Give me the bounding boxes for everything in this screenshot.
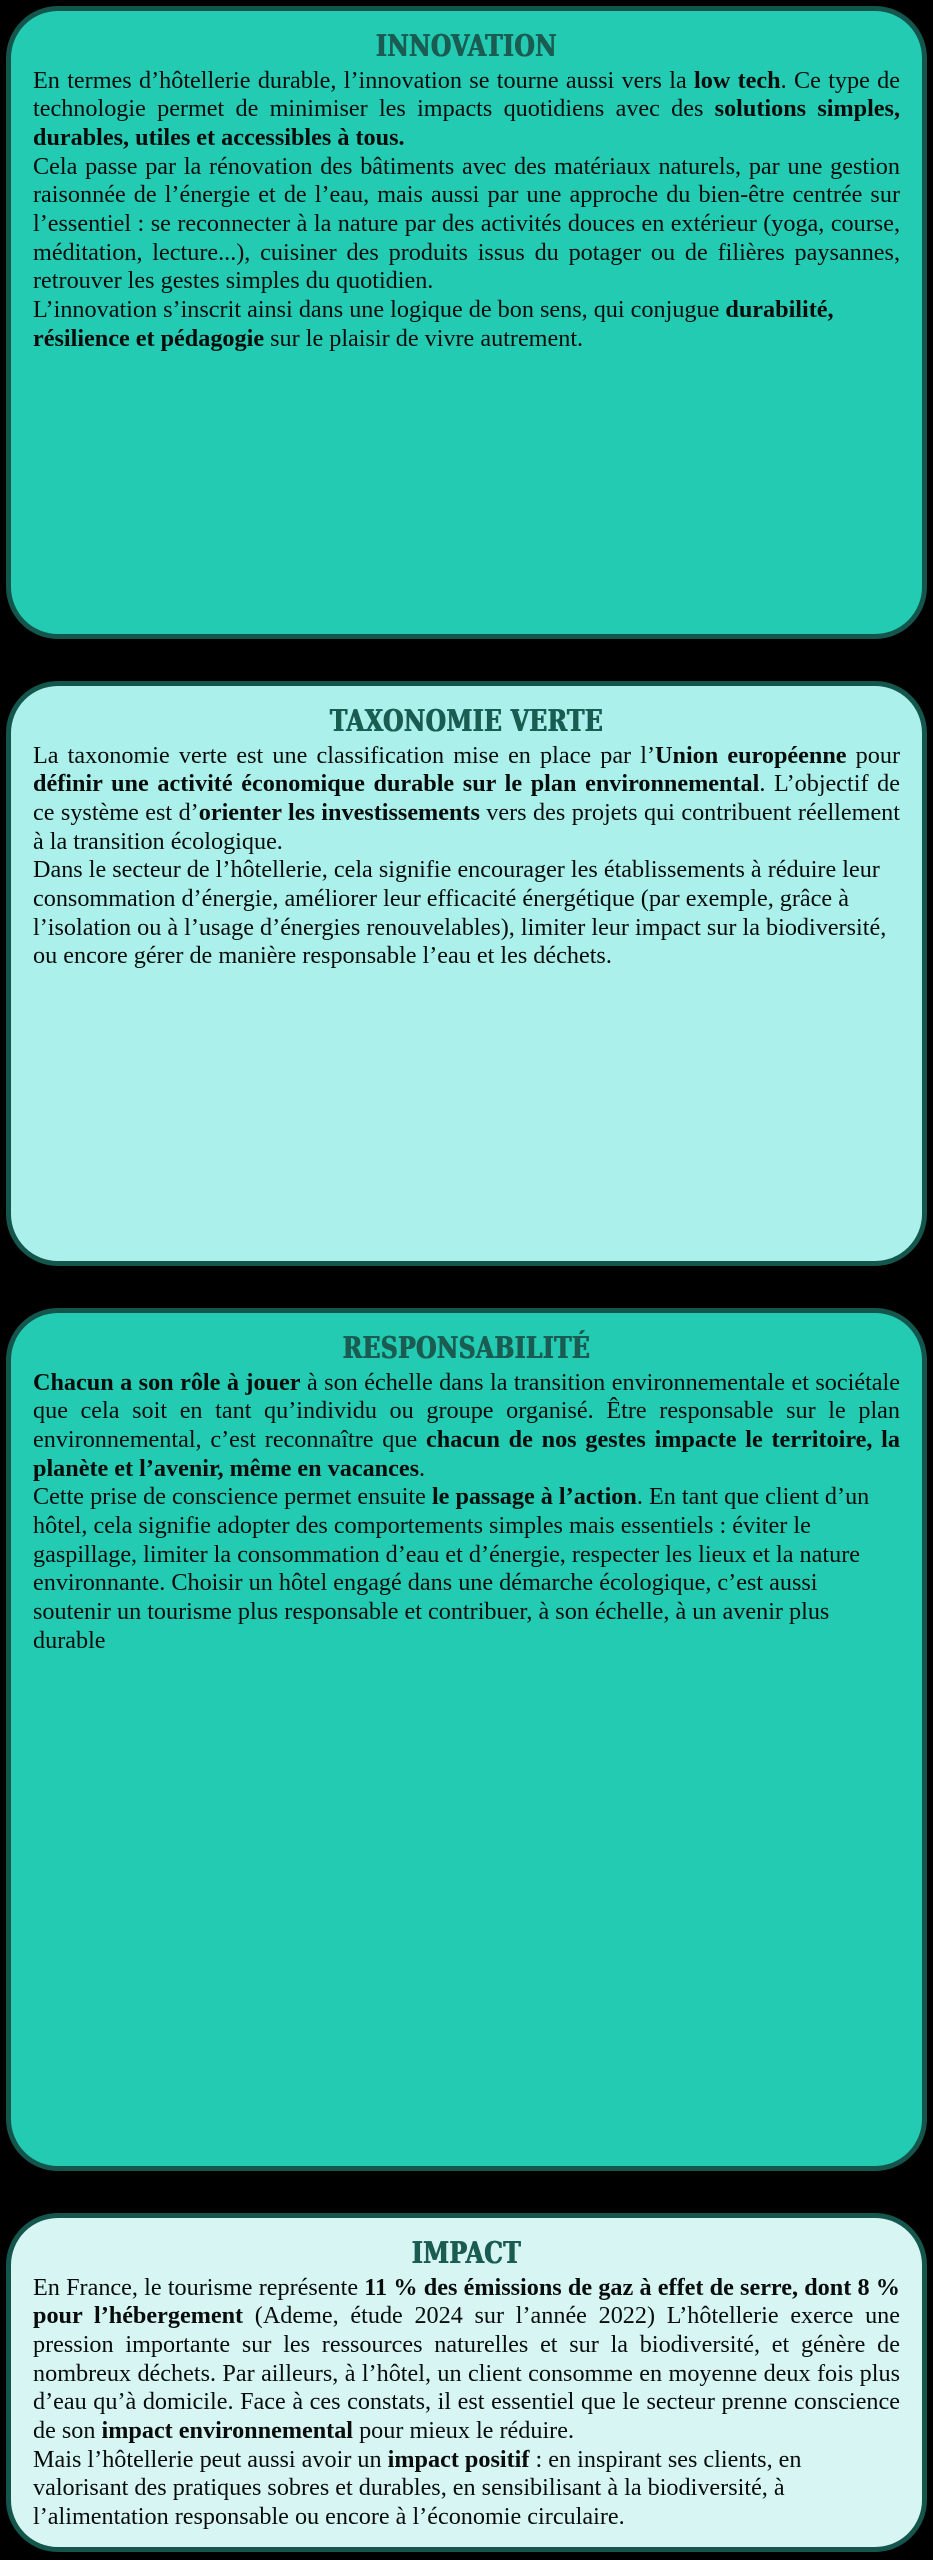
card-body-innovation — [33, 67, 900, 354]
card-innovation — [6, 6, 927, 639]
card-title-responsabilite: RESPONSABILITÉ — [342, 1331, 591, 1366]
card-title-taxonomie-verte: TAXONOMIE VERTE — [329, 704, 604, 739]
card-gap — [6, 1266, 927, 1308]
card-body-taxonomie-verte — [33, 742, 900, 971]
emphasis-text: impact environnemental — [101, 2416, 354, 2444]
paragraph: En termes d’hôtellerie durable, l’innovation se tourne aussi vers la low tech. Ce type de technologie permet de minimiser les impacts quotidiens avec des solutions simples, durables, utiles et accessibles à tous. — [33, 66, 900, 151]
emphasis-text: solutions simples, durables, utiles et accessibles à tous. — [33, 95, 900, 151]
card-gap — [6, 639, 927, 681]
emphasis-text: Chacun a son rôle à jouer — [33, 1368, 301, 1396]
paragraph: Chacun a son rôle à jouer à son échelle dans la transition environnementale et sociétale que cela soit en tant qu’individu ou groupe organisé. Être responsable sur le plan environnemental, c’est reconnaître que chacun de nos gestes impacte le territoire, la planète et l’avenir, même en vacances. — [33, 1368, 901, 1482]
paragraph: En France, le tourisme représente 11 % des émissions de gaz à effet de serre, dont 8 % pour l’hébergement (Ademe, étude 2024 sur l’année 2022) L’hôtellerie exerce une pression importante sur les ressources naturelles et sur la biodiversité, et génère de nombreux déchets. Par ailleurs, à l’hôtel, un client consomme en moyenne deux fois plus d’eau qu’à domicile. Face à ces constats, il est essentiel que le secteur prenne conscience de son impact environnemental pour mieux le réduire. — [33, 2273, 901, 2444]
card-body-impact — [33, 2274, 900, 2532]
paragraph: Dans le secteur de l’hôtellerie, cela signifie encourager les établissements à réduire leur consommation d’énergie, améliorer leur efficacité énergétique (par exemple, grâce à l’isolation ou à l’usage d’énergies renouvelables), limiter leur impact sur la biodiversité, ou encore gérer de manière responsable l’eau et les déchets. — [33, 856, 887, 970]
emphasis-text: low tech — [694, 66, 781, 94]
paragraph: Mais l’hôtellerie peut aussi avoir un impact positif : en inspirant ses clients, en valorisant des pratiques sobres et durables, en sensibilisant à la biodiversité, à l’alimentation responsable ou encore à l’économie circulaire. — [33, 2445, 802, 2530]
emphasis-text: définir une activité économique durable sur le plan environnemental — [33, 770, 760, 798]
emphasis-text: le passage à l’action — [431, 1483, 637, 1511]
card-taxonomie-verte — [6, 681, 927, 1266]
card-body-responsabilite — [33, 1369, 900, 1656]
card-responsabilite — [6, 1308, 927, 2171]
card-impact — [6, 2213, 927, 2552]
paragraph: Cela passe par la rénovation des bâtiments avec des matériaux naturels, par une gestion raisonnée de l’énergie et de l’eau, mais aussi par une approche du bien-être centrée sur l’essentiel : se reconnecter à la nature par des activités douces en extérieur (yoga, course, méditation, lecture...), cuisiner des produits issus du potager ou de filières paysannes, retrouver les gestes simples du quotidien. — [33, 152, 900, 295]
card-gap — [6, 2171, 927, 2213]
paragraph: L’innovation s’inscrit ainsi dans une logique de bon sens, qui conjugue durabilité, résilience et pédagogie sur le plaisir de vivre autrement. — [33, 295, 834, 352]
emphasis-text: impact positif — [387, 2445, 530, 2473]
emphasis-text: orienter les investissements — [198, 798, 480, 826]
card-title-innovation: INNOVATION — [376, 29, 557, 64]
emphasis-text: durabilité, résilience et pédagogie — [33, 295, 834, 352]
paragraph: Cette prise de conscience permet ensuite le passage à l’action. En tant que client d’un hôtel, cela signifie adopter des comportements simples mais essentiels : éviter le gaspillage, limiter la consommation d’eau et d’énergie, respecter les lieux et la nature environnante. Choisir un hôtel engagé dans une démarche écologique, c’est aussi soutenir un tourisme plus responsable et contribuer, à son échelle, à un avenir plus durable — [33, 1483, 870, 1654]
emphasis-text: chacun de nos gestes impacte le territoire, la planète et l’avenir, même en vacances — [33, 1425, 901, 1482]
emphasis-text: Union européenne — [655, 741, 847, 769]
card-title-impact: IMPACT — [411, 2236, 522, 2271]
emphasis-text: 11 % des émissions de gaz à effet de serre, dont 8 % pour l’hébergement — [33, 2273, 900, 2330]
paragraph: La taxonomie verte est une classification mise en place par l’Union européenne pour définir une activité économique durable sur le plan environnemental. L’objectif de ce système est d’orienter les investissements vers des projets qui contribuent réellement à la transition écologique. — [33, 741, 900, 855]
